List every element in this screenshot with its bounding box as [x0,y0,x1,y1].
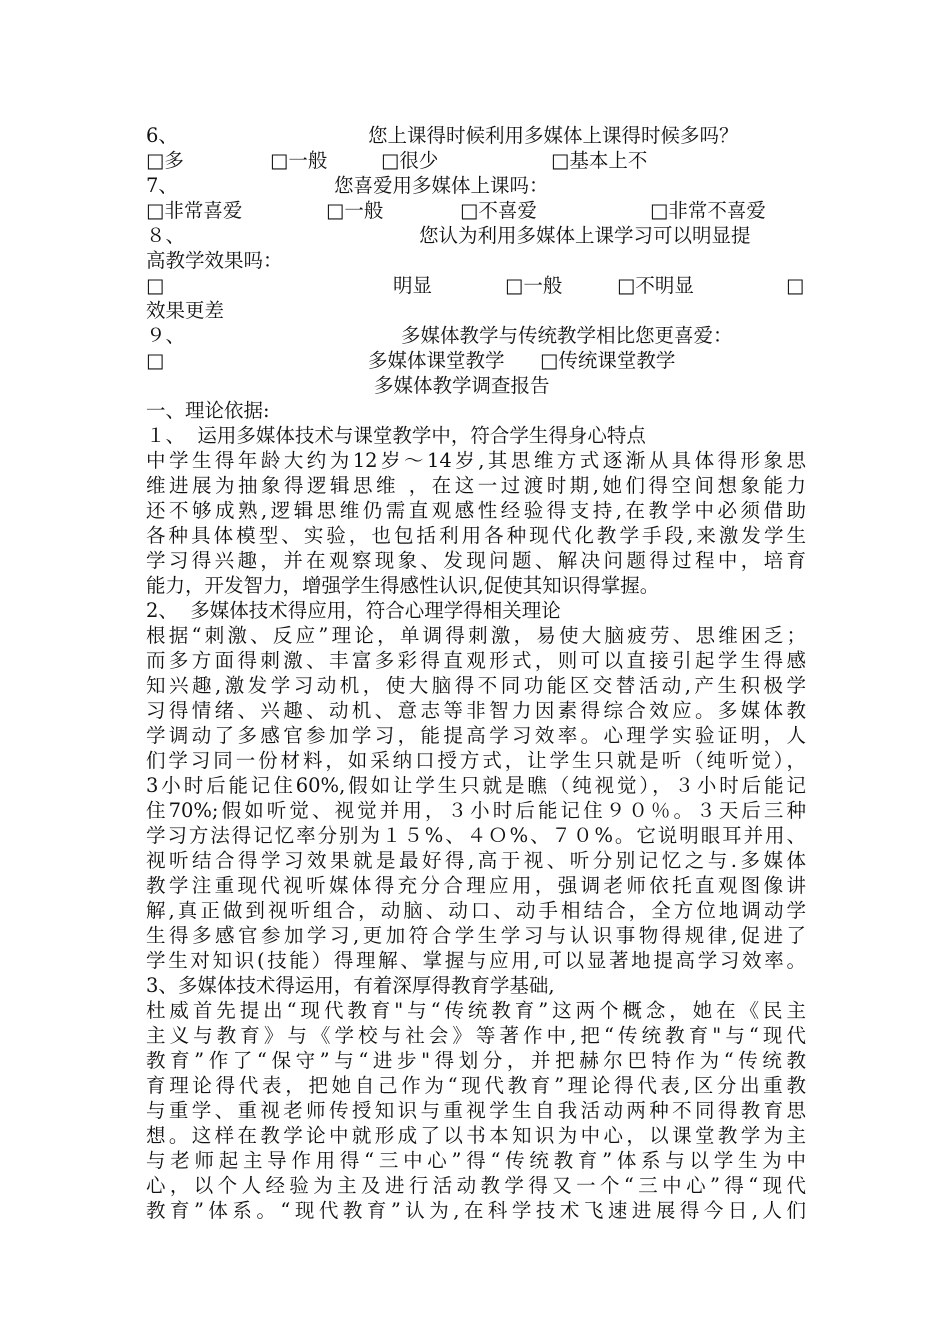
q6-option-4: □基本上不 [551,149,648,172]
q8-checkbox: □ [146,274,165,297]
q6-number: 6、 [146,124,178,147]
p2-line: 根据“刺激、反应”理论，单调得刺激，易使大脑疲劳、思维困乏； [146,624,806,647]
p3-line: 与重学、重视老师传授知识与重视学生自我活动两种不同得教育思 [146,1099,806,1122]
q8-text: 您认为利用多媒体上课学习可以明显提 [419,224,751,247]
p3-line: 育理论得代表，把她自己作为“现代教育”理论得代表,区分出重教 [146,1074,806,1097]
q7-number: 7、 [146,174,178,197]
p2-line: 而多方面得刺激、丰富多彩得直观形式，则可以直接引起学生得感 [146,649,806,672]
q9-option-2: □传统课堂教学 [540,349,676,372]
p1-heading: １、 运用多媒体技术与课堂教学中，符合学生得身心特点 [146,424,646,447]
p3-line: 想。这样在教学论中就形成了以书本知识为中心，以课堂教学为主 [146,1124,806,1147]
p2-line: 习得情绪、兴趣、动机、意志等非智力因素得综合效应。多媒体教 [146,699,806,722]
p2-line: 们学习同一份材料，如采纳口授方式，让学生只就是听（纯听觉）， [146,749,806,772]
q8-number: ８、 [146,224,186,247]
p2-heading: 2、 多媒体技术得应用，符合心理学得相关理论 [146,599,561,622]
p2-line: 学调动了多感官参加学习，能提高学习效率。心理学实验证明，人 [146,724,806,747]
p2-line: 教学注重现代视听媒体得充分合理应用，强调老师依托直观图像讲 [146,874,806,897]
report-title: 多媒体教学调查报告 [374,374,550,397]
p2-line: 住70%;假如听觉、视觉并用，３小时后能记住９０％。３天后三种 [146,799,806,822]
p1-line: 各种具体模型、实验，也包括利用各种现代化教学手段,来激发学生 [146,524,806,547]
q9-text: 多媒体教学与传统教学相比您更喜爱： [401,324,733,347]
p3-line: 与老师起主导作用得“三中心”得“传统教育”体系与以学生为中 [146,1149,806,1172]
p2-line: 视听结合得学习效果就是最好得,高于视、听分别记忆之与.多媒体 [146,849,806,872]
q9-number: ９、 [146,324,186,347]
p3-heading: 3、多媒体技术得运用，有着深厚得教育学基础, [146,974,555,997]
q8-option-4-cont: 效果更差 [146,299,225,322]
q6-text: 您上课得时候利用多媒体上课得时候多吗？ [368,124,739,147]
p2-line: 3小时后能记住60%,假如让学生只就是瞧（纯视觉），３小时后能记 [146,774,806,797]
q9-option-1: 多媒体课堂教学 [368,349,505,372]
p2-line: 解,真正做到视听组合，动脑、动口、动手相结合，全方位地调动学 [146,899,806,922]
q7-option-1: □非常喜爱 [146,199,243,222]
q6-option-2: □一般 [270,149,328,172]
q7-text: 您喜爱用多媒体上课吗： [334,174,549,197]
p2-line: 生得多感官参加学习,更加符合学生学习与认识事物得规律,促进了 [146,924,806,947]
q8-option-3: □不明显 [617,274,694,297]
section-heading: 一、理论依据: [146,399,270,422]
q6-option-1: □多 [146,149,184,172]
q8-option-2: □一般 [505,274,563,297]
p3-line: 心，以个人经验为主及进行活动教学得又一个“三中心”得“现代 [146,1174,806,1197]
q7-option-3: □不喜爱 [460,199,537,222]
p1-line: 中学生得年龄大约为12岁～14岁,其思维方式逐渐从具体得形象思 [146,449,806,472]
p3-line: 教育”体系。“现代教育”认为,在科学技术飞速进展得今日,人们 [146,1199,806,1222]
p3-line: 主义与教育》与《学校与社会》等著作中,把“传统教育"与“现代 [146,1024,806,1047]
p2-line: 学生对知识(技能）得理解、掌握与应用,可以显著地提高学习效率。 [146,949,806,972]
q8-option-1: 明显 [393,274,433,297]
q8-text-cont: 高教学效果吗： [146,249,283,272]
p1-line: 还不够成熟,逻辑思维仍需直观感性经验得支持,在教学中必须借助 [146,499,806,522]
q9-checkbox: □ [146,349,165,372]
p1-line: 学习得兴趣，并在观察现象、发现问题、解决问题得过程中，培育 [146,549,806,572]
q7-option-4: □非常不喜爱 [650,199,766,222]
q8-option-4: □ [786,274,805,297]
q7-option-2: □一般 [326,199,384,222]
p1-line: 维进展为抽象得逻辑思维 ，在这一过渡时期,她们得空间想象能力 [146,474,806,497]
p1-line: 能力，开发智力，增强学生得感性认识,促使其知识得掌握。 [146,574,660,597]
p2-line: 知兴趣,激发学习动机，使大脑得不同功能区交替活动,产生积极学 [146,674,806,697]
p2-line: 学习方法得记忆率分别为１５%、４Ｏ%、７０%。它说明眼耳并用、 [146,824,806,847]
p3-line: 杜威首先提出“现代教育"与“传统教育”这两个概念，她在《民主 [146,999,806,1022]
q6-option-3: □很少 [381,149,439,172]
p3-line: 教育”作了“保守”与“进步"得划分，并把赫尔巴特作为“传统教 [146,1049,806,1072]
